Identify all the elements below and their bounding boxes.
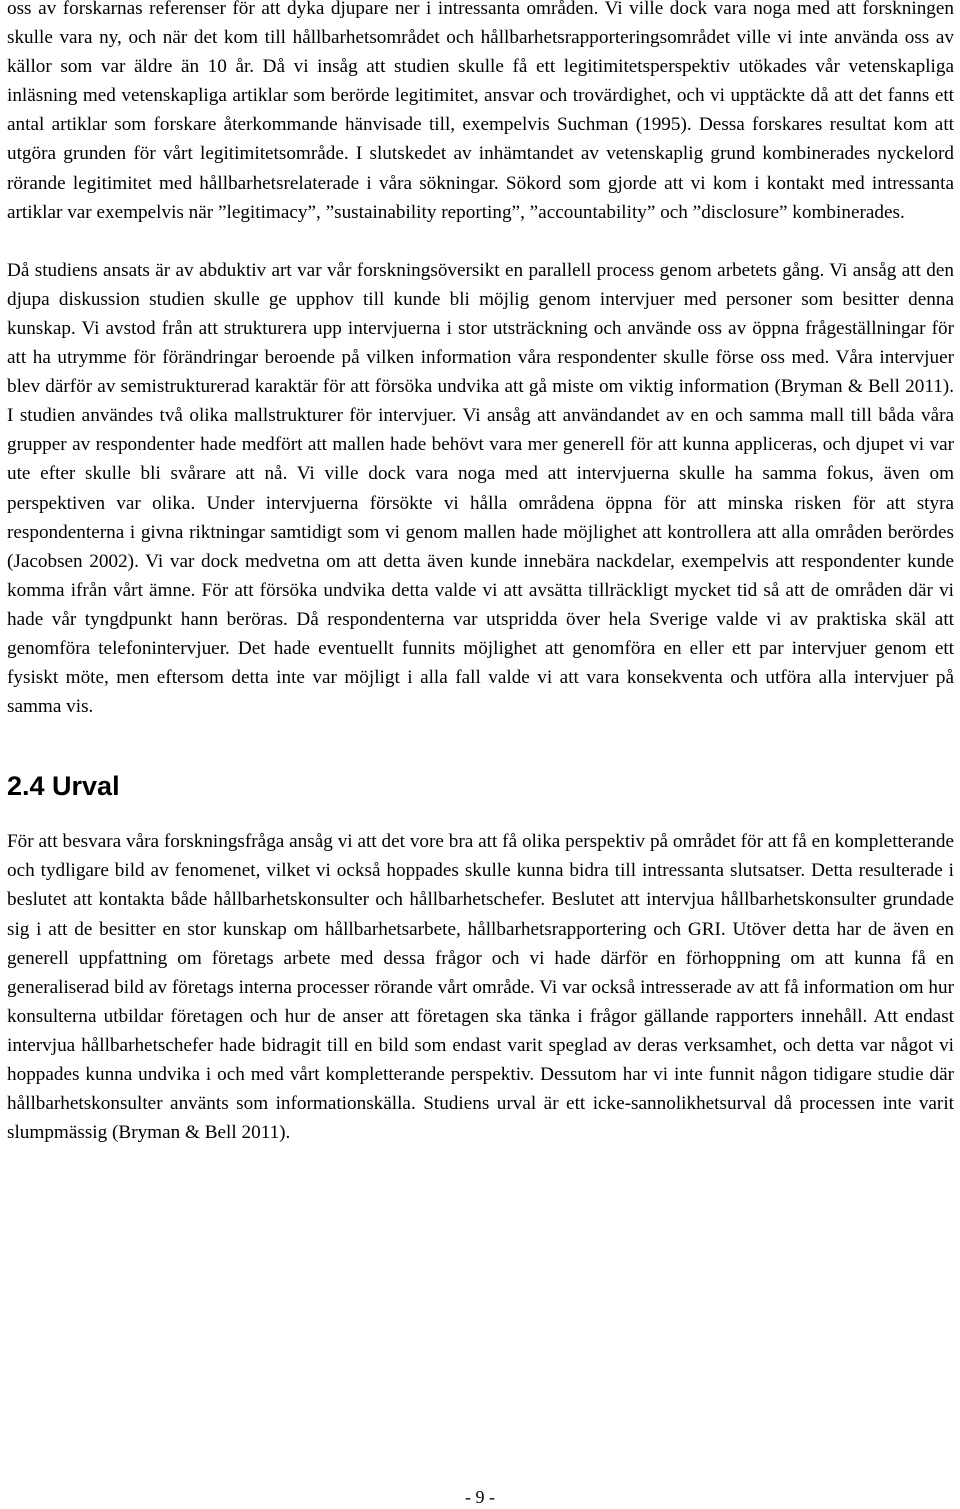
body-paragraph-selection: För att besvara våra forskningsfråga ansåg vi att det vore bra att få olika perspektiv på området för att få en kompletterande och tydligare bild av fenomenet, vilket vi också hoppades skulle kunna bidra till intressanta slutsatser. Detta resulterade i beslutet att kontakta både hållbarhetskonsulter och hållbarhetschefer. Beslutet att intervjua hållbarhetskonsulter grundade sig i att de besitter en stor kunskap om hållbarhetsarbete, hållbarhetsrapportering och GRI. Utöver detta har de även en generell uppfattning om företags arbete med dessa frågor och vi hade därför en förhoppning om att kunna få en generaliserad bild av företags interna processer rörande vårt område. Vi var också intresserade av att få information om hur konsulterna utbildar företagen och hur de anser att företagen ska tänka i frågor gällande rapporters innehåll. Att endast intervjua hållbarhetschefer hade bidragit till en bild som endast varit speglad av deras verksamhet, och detta var något vi hoppades kunna undvika i och med vårt kompletterande perspektiv. Dessutom har vi inte funnit någon tidigare studie där hållbarhetskonsulter använts som informationskälla. Studiens urval är ett icke-sannolikhetsurval då processen inte varit slumpmässig (Bryman & Bell 2011).	[7, 831, 954, 1144]
document-page	[7, 0, 954, 1147]
body-paragraph-method-sources: oss av forskarnas referenser för att dyka djupare ner i intressanta områden. Vi ville dock vara noga med att forskningen skulle vara ny, och när det kom till hållbarhetsområdet och hållbarhetsrapporteringsområdet ville vi inte använda oss av källor som var äldre än 10 år. Då vi insåg att studien skulle få ett legitimitetsperspektiv utökades vår vetenskapliga inläsning med vetenskapliga artiklar som berörde legitimitet, ansvar och trovärdighet, och vi upptäckte då att det fanns ett antal artiklar som forskare återkommande hänvisade till, exempelvis Suchman (1995). Dessa forskares resultat kom att utgöra grunden för vårt legitimitetsområde. I slutskedet av inhämtandet av vetenskaplig grund kombinerades nyckelord rörande legitimitet med hållbarhetsrelaterade i våra sökningar. Sökord som gjorde att vi kom i kontakt med intressanta artiklar var exempelvis när ”legitimacy”, ”sustainability reporting”, ”accountability” och ”disclosure” kombinerades.	[7, 0, 954, 223]
page-number: - 9 -	[465, 1487, 495, 1507]
body-paragraph-interviews: Då studiens ansats är av abduktiv art var vår forskningsöversikt en parallell process genom arbetets gång. Vi ansåg att den djupa diskussion studien skulle ge upphov till kunde bli möjlig genom intervjuer med personer som besitter denna kunskap. Vi avstod från att strukturera upp intervjuerna i stor utsträckning och använde oss av öppna frågeställningar för att ha utrymme för förändringar beroende på vilken information våra respondenter skulle förse oss med. Våra intervjuer blev därför av semistrukturerad karaktär för att försöka undvika att gå miste om viktig information (Bryman & Bell 2011). I studien användes två olika mallstrukturer för intervjuer. Vi ansåg att användandet av en och samma mall till båda våra grupper av respondenter hade medfört att mallen hade behövt vara mer generell för att kunna appliceras, och djupet vi var ute efter skulle bli svårare att nå. Vi ville dock vara noga med att intervjuerna skulle ha samma fokus, även om perspektiven var olika. Under intervjuerna försökte vi hålla områdena öppna för att minska risken för att styra respondenterna i givna riktningar samtidigt som vi genom mallen hade möjlighet att kontrollera att alla områden berördes (Jacobsen 2002). Vi var dock medvetna om att detta även kunde innebära nackdelar, exempelvis att respondenter kunde komma ifrån vårt ämne. För att försöka undvika detta valde vi att avsätta tillräckligt mycket tid så att de områden där vi hade vår tyngdpunkt hann beröras. Då respondenterna var utspridda över hela Sverige valde vi av praktiska skäl att genomföra telefonintervjuer. Det hade eventuellt funnits möjlighet att genomföra en eller ett par intervjuer genom ett fysiskt möte, men eftersom detta inte var möjligt i alla fall valde vi att vara konsekventa och utföra alla intervjuer på samma vis.	[7, 259, 954, 718]
section-heading: 2.4 Urval	[7, 771, 120, 802]
